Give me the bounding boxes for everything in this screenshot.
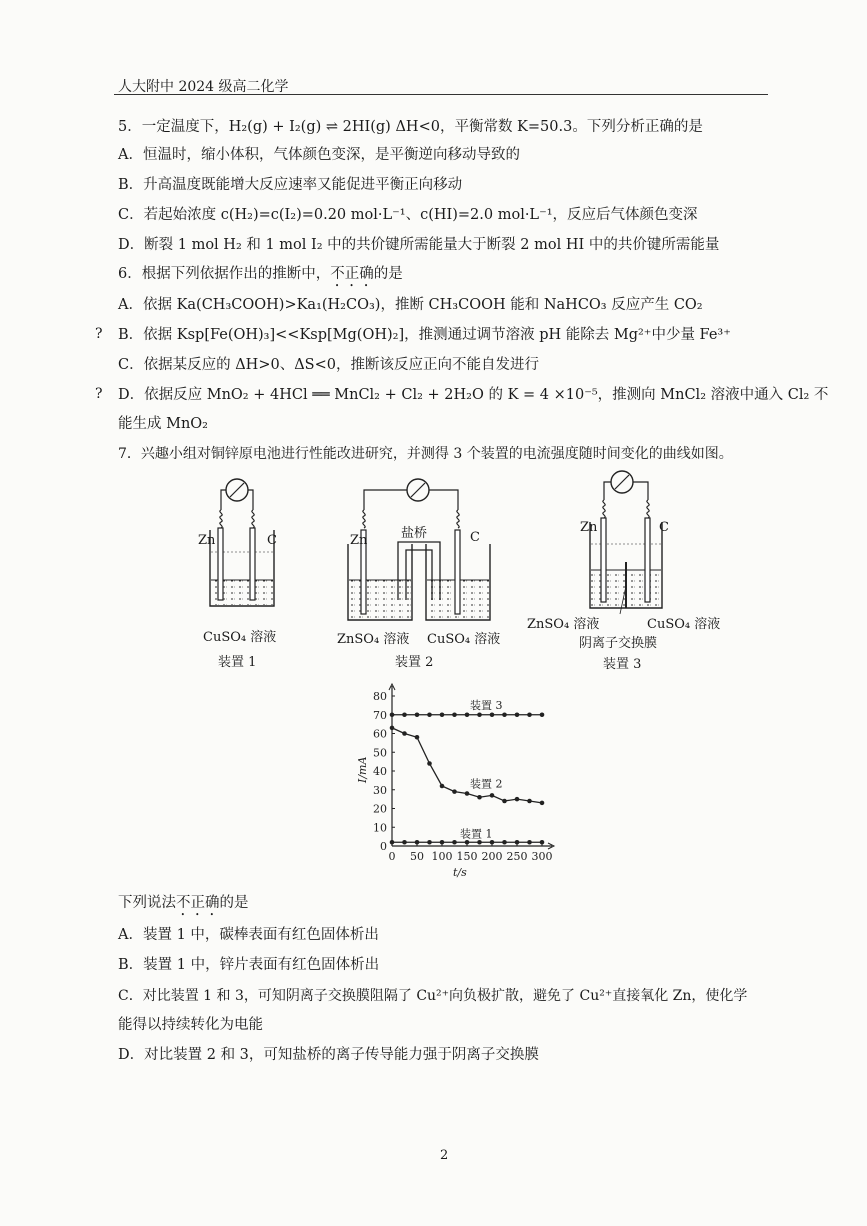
data-point xyxy=(527,799,532,804)
y-tick-label: 50 xyxy=(373,746,387,760)
y-tick-label: 60 xyxy=(373,727,387,741)
data-point xyxy=(402,731,407,736)
data-point xyxy=(390,712,395,717)
data-point xyxy=(540,840,545,845)
y-tick-label: 10 xyxy=(373,821,387,835)
d2-left-solution-label: ZnSO₄ 溶液 xyxy=(337,632,410,647)
data-point xyxy=(402,712,407,717)
x-tick-label: 200 xyxy=(481,850,503,863)
zinc-electrode-1 xyxy=(218,528,223,600)
data-point xyxy=(502,712,507,717)
d2-zn-label: Zn xyxy=(350,533,368,548)
d2-bridge-label: 盐桥 xyxy=(401,526,428,541)
q6-margin-mark-1: ? xyxy=(95,326,103,342)
data-point xyxy=(415,712,420,717)
data-point xyxy=(515,840,520,845)
data-point xyxy=(440,840,445,845)
data-point xyxy=(527,712,532,717)
q5-option-d: D．断裂 1 mol H₂ 和 1 mol I₂ 中的共价键所需能量大于断裂 2 mol HI 中的共价键所需能量 xyxy=(118,237,720,253)
carbon-electrode-2 xyxy=(455,530,460,614)
data-point xyxy=(440,784,445,789)
y-tick-label: 0 xyxy=(380,840,387,853)
y-tick-label: 20 xyxy=(373,802,387,816)
x-tick-label: 250 xyxy=(506,850,528,863)
data-point xyxy=(515,712,520,717)
q6-option-d: D．依据反应 MnO₂ + 4HCl ══ MnCl₂ + Cl₂ + 2H₂O 的 K = 4 ×10⁻⁵，推测向 MnCl₂ 溶液中通入 Cl₂ 不 xyxy=(118,387,829,403)
page-header: 人大附中 2024 级高二化学 xyxy=(118,79,289,95)
x-tick-label: 0 xyxy=(388,850,396,863)
data-point xyxy=(452,789,457,794)
device-3 xyxy=(590,471,662,614)
q7-option-d: D．对比装置 2 和 3，可知盐桥的离子传导能力强于阴离子交换膜 xyxy=(118,1047,539,1063)
d3-caption: 装置 3 xyxy=(603,657,642,672)
q7-option-a: A．装置 1 中，碳棒表面有红色固体析出 xyxy=(118,927,379,943)
data-point xyxy=(477,795,482,800)
q5-option-b: B．升高温度既能增大反应速率又能促进平衡正向移动 xyxy=(118,177,463,193)
q6-option-c: C．依据某反应的 ΔH>0、ΔS<0，推断该反应正向不能自发进行 xyxy=(118,357,539,373)
data-point xyxy=(502,799,507,804)
data-point xyxy=(402,840,407,845)
data-point xyxy=(515,797,520,802)
data-point xyxy=(390,726,395,731)
data-point xyxy=(540,801,545,806)
data-point xyxy=(452,712,457,717)
d1-c-label: C xyxy=(267,533,277,548)
x-tick-label: 150 xyxy=(456,850,478,863)
q6-option-a: A．依据 Ka(CH₃COOH)>Ka₁(H₂CO₃)，推断 CH₃COOH 能和 NaHCO₃ 反应产生 CO₂ xyxy=(118,297,703,313)
page-number: 2 xyxy=(440,1148,449,1163)
data-point xyxy=(490,840,495,845)
q6-margin-mark-2: ? xyxy=(95,386,103,402)
y-tick-label: 70 xyxy=(373,708,387,722)
d1-zn-label: Zn xyxy=(198,533,216,548)
data-point xyxy=(465,791,470,796)
q7-option-c-continued: 能得以持续转化为电能 xyxy=(118,1017,263,1033)
data-point xyxy=(415,840,420,845)
q6-option-d-continued: 能生成 MnO₂ xyxy=(118,416,208,432)
data-point xyxy=(427,761,432,766)
data-point xyxy=(490,712,495,717)
zinc-electrode-3 xyxy=(601,518,606,602)
x-axis-label: t/s xyxy=(453,866,467,879)
x-tick-label: 100 xyxy=(431,850,453,863)
data-point xyxy=(540,712,545,717)
series-label: 装置 3 xyxy=(470,698,503,712)
series-label: 装置 1 xyxy=(460,827,493,841)
data-point xyxy=(465,840,470,845)
data-point xyxy=(415,735,420,740)
data-point xyxy=(502,840,507,845)
d3-membrane-label: 阴离子交换膜 xyxy=(579,636,658,651)
current-time-chart xyxy=(350,680,570,880)
carbon-electrode-1 xyxy=(250,528,255,600)
d2-c-label: C xyxy=(470,530,480,545)
d1-solution-label: CuSO₄ 溶液 xyxy=(203,630,277,645)
data-point xyxy=(490,793,495,798)
d3-zn-label: Zn xyxy=(580,520,598,535)
data-point xyxy=(465,712,470,717)
data-point xyxy=(440,712,445,717)
x-tick-label: 50 xyxy=(410,850,424,863)
q7-option-c: C．对比装置 1 和 3，可知阴离子交换膜阻隔了 Cu²⁺向负极扩散，避免了 Cu²⁺直接氧化 Zn，使化学 xyxy=(118,988,748,1004)
device-2 xyxy=(348,479,490,620)
y-tick-label: 80 xyxy=(373,690,387,703)
data-point xyxy=(477,712,482,717)
data-point xyxy=(427,712,432,717)
y-tick-label: 40 xyxy=(373,765,387,778)
d3-c-label: C xyxy=(659,520,669,535)
data-point xyxy=(452,840,457,845)
device-1 xyxy=(210,479,274,606)
series-label: 装置 2 xyxy=(470,777,503,791)
q7-option-b: B．装置 1 中，锌片表面有红色固体析出 xyxy=(118,957,380,973)
data-point xyxy=(477,840,482,845)
d2-right-solution-label: CuSO₄ 溶液 xyxy=(427,632,501,647)
data-point xyxy=(427,840,432,845)
d3-right-solution-label: CuSO₄ 溶液 xyxy=(647,617,721,632)
data-point xyxy=(527,840,532,845)
q6-stem: 6．根据下列依据作出的推断中，不正确的是 xyxy=(118,266,403,282)
q6-option-b: B．依据 Ksp[Fe(OH)₃]<<Ksp[Mg(OH)₂]，推测通过调节溶液 pH 能除去 Mg²⁺中少量 Fe³⁺ xyxy=(118,327,731,343)
q7-sub-stem: 下列说法不正确的是 xyxy=(118,895,249,911)
q7-stem: 7．兴趣小组对铜锌原电池进行性能改进研究，并测得 3 个装置的电流强度随时间变化的曲线如图。 xyxy=(118,446,733,462)
y-tick-label: 30 xyxy=(373,783,387,797)
data-point xyxy=(390,840,395,845)
q5-stem: 5．一定温度下，H₂(g) + I₂(g) ⇌ 2HI(g) ΔH<0，平衡常数 K=50.3。下列分析正确的是 xyxy=(118,119,703,135)
d3-left-solution-label: ZnSO₄ 溶液 xyxy=(527,617,600,632)
header-rule xyxy=(114,94,768,95)
carbon-electrode-3 xyxy=(645,518,650,602)
q5-option-c: C．若起始浓度 c(H₂)=c(I₂)=0.20 mol·L⁻¹、c(HI)=2.0 mol·L⁻¹，反应后气体颜色变深 xyxy=(118,207,698,223)
d1-caption: 装置 1 xyxy=(218,655,257,670)
d2-caption: 装置 2 xyxy=(395,655,434,670)
q5-option-a: A．恒温时，缩小体积，气体颜色变深，是平衡逆向移动导致的 xyxy=(118,147,520,163)
x-tick-label: 300 xyxy=(531,850,553,863)
y-axis-label: I/mA xyxy=(356,756,369,783)
